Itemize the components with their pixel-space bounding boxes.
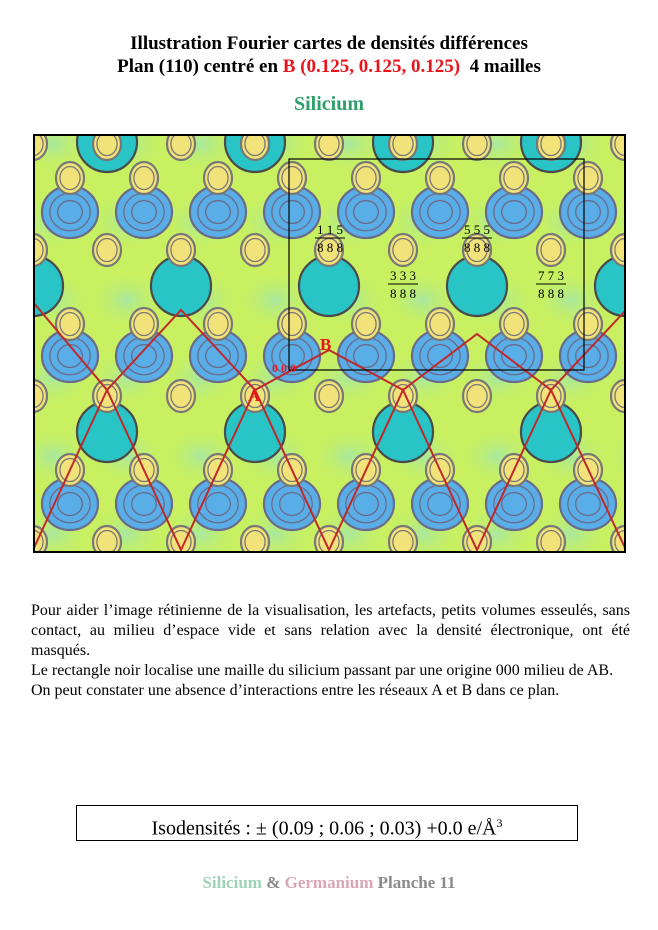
yellow-blob: [93, 234, 121, 266]
yellow-blob: [352, 308, 380, 340]
description-line2: Le rectangle noir localise une maille du silicium passant par une origine 000 milieu de AB.: [31, 662, 614, 679]
yellow-blob: [93, 134, 121, 160]
yellow-blob: [537, 134, 565, 160]
description-line3: On peut constater une absence d’interactions entre les réseaux A et B dans ce plan.: [31, 682, 560, 699]
yellow-blob: [315, 134, 343, 160]
footer-silicium: Silicium: [202, 873, 262, 892]
yellow-blob: [204, 162, 232, 194]
footer: [0, 873, 658, 893]
yellow-blob: [278, 162, 306, 194]
density-map-svg: [33, 134, 626, 553]
yellow-blob: [352, 162, 380, 194]
yellow-blob: [500, 308, 528, 340]
yellow-blob: [56, 162, 84, 194]
yellow-blob: [500, 162, 528, 194]
page-subtitle: [0, 56, 658, 78]
fraction-denominator: 8 8 8: [538, 286, 564, 301]
fraction-numerator: 1 1 5: [317, 222, 343, 237]
yellow-blob: [167, 380, 195, 412]
element-name: Silicium: [293, 93, 364, 115]
yellow-blob: [389, 234, 417, 266]
footer-planche: Planche 11: [373, 873, 456, 892]
subtitle-highlight: B (0.125, 0.125, 0.125): [282, 56, 461, 77]
yellow-blob: [463, 380, 491, 412]
yellow-blob: [241, 134, 269, 160]
subtitle-suffix: 4 mailles: [460, 56, 541, 77]
yellow-blob: [204, 308, 232, 340]
yellow-blob: [130, 162, 158, 194]
yellow-blob: [537, 526, 565, 553]
yellow-blob: [574, 308, 602, 340]
yellow-blob: [241, 234, 269, 266]
label-origin: 0 0 0: [272, 361, 296, 375]
yellow-blob: [93, 526, 121, 553]
yellow-blob: [130, 308, 158, 340]
fraction-numerator: 7 7 3: [538, 268, 564, 283]
fraction-label: [462, 222, 492, 255]
fraction-label: [315, 222, 345, 255]
description-line1: Pour aider l’image rétinienne de la visualisation, les artefacts, petits volumes esseulés, sans contact, au milieu d’espace vide et sans relation avec la densité électronique, ont été masqués.: [31, 602, 630, 659]
yellow-blob: [93, 380, 121, 412]
footer-germanium: Germanium: [284, 873, 374, 892]
yellow-blob: [426, 162, 454, 194]
footer-amp: &: [261, 873, 285, 892]
yellow-blob: [389, 134, 417, 160]
fraction-label: [536, 268, 566, 301]
fraction-denominator: 8 8 8: [390, 286, 416, 301]
page-title: Illustration Fourier cartes de densités différences: [130, 33, 528, 54]
yellow-blob: [278, 308, 306, 340]
yellow-blob: [463, 134, 491, 160]
yellow-blob: [389, 526, 417, 553]
yellow-blob: [167, 134, 195, 160]
description: [31, 601, 630, 701]
fraction-label: [388, 268, 418, 301]
yellow-blob: [537, 234, 565, 266]
label-B: B: [320, 335, 332, 354]
density-map: [33, 134, 626, 553]
fraction-numerator: 5 5 5: [464, 222, 490, 237]
isodensity-box: [76, 805, 578, 841]
isodensity-text: Isodensités : ± (0.09 ; 0.06 ; 0.03) +0.0 e/Å: [151, 817, 497, 840]
yellow-blob: [574, 162, 602, 194]
yellow-blob: [315, 380, 343, 412]
yellow-blob: [537, 380, 565, 412]
label-A: A: [248, 386, 261, 405]
fraction-denominator: 8 8 8: [464, 240, 490, 255]
yellow-blob: [241, 526, 269, 553]
yellow-blob: [167, 234, 195, 266]
fraction-denominator: 8 8 8: [317, 240, 343, 255]
isodensity-exponent: 3: [496, 816, 503, 830]
fraction-numerator: 3 3 3: [390, 268, 416, 283]
subtitle-prefix: Plan (110) centré en: [117, 56, 283, 77]
yellow-blob: [426, 308, 454, 340]
